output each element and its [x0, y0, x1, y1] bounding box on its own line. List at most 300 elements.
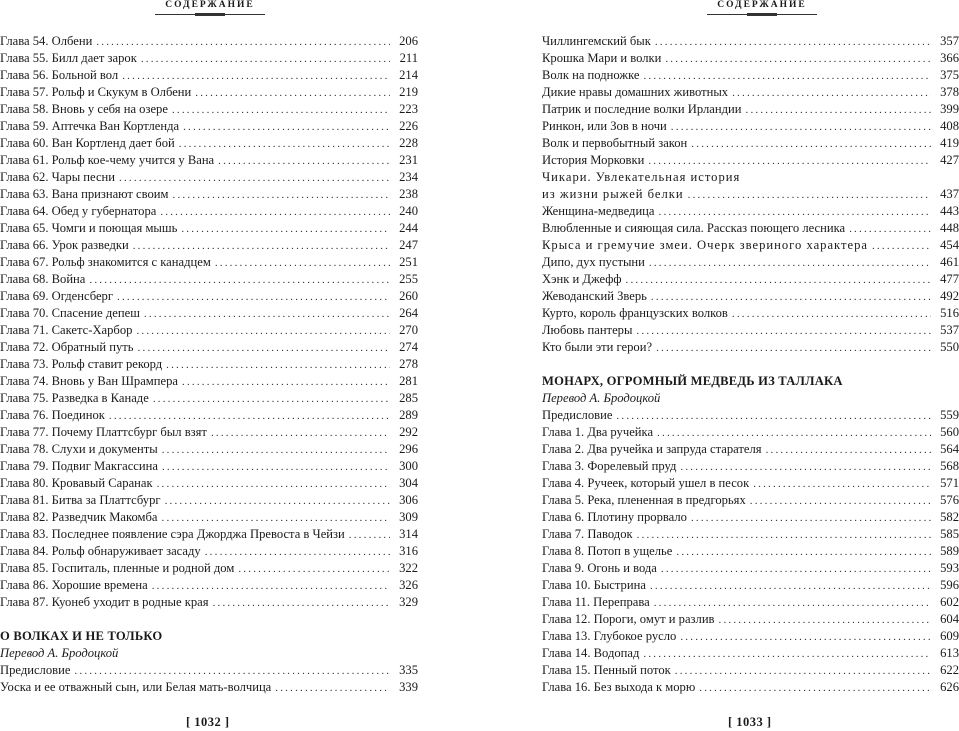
entry-title: Глава 58. Вновь у себя на озере	[0, 102, 168, 116]
dot-leader	[349, 527, 390, 543]
entry-title: Дикие нравы домашних животных	[542, 85, 729, 99]
dot-leader	[74, 663, 390, 679]
entry-page-number: 477	[940, 272, 959, 286]
toc-entry[interactable]	[542, 101, 959, 118]
dot-leader	[691, 510, 931, 526]
dot-leader	[162, 442, 390, 458]
entry-page-number: 596	[940, 578, 959, 592]
dot-leader	[119, 170, 390, 186]
entry-title: Глава 13. Глубокое русло	[542, 629, 677, 643]
dot-leader	[637, 527, 931, 543]
entry-page-number: 375	[940, 68, 959, 82]
toc-entry[interactable]	[0, 424, 418, 441]
entry-title: Глава 16. Без выхода к морю	[542, 680, 696, 694]
toc-entry[interactable]	[0, 152, 418, 169]
toc-entry[interactable]	[542, 577, 959, 594]
entry-title: Любовь пантеры	[542, 323, 633, 337]
toc-entry[interactable]	[0, 441, 418, 458]
entry-title: Волк на подножке	[542, 68, 640, 82]
entry-title: Глава 2. Два ручейка и запруда старателя	[542, 442, 762, 456]
entry-page-number: 571	[940, 476, 959, 490]
toc-entry[interactable]	[0, 186, 418, 203]
entry-page-number: 309	[399, 510, 418, 524]
entry-page-number: 274	[399, 340, 418, 354]
entry-title: Глава 55. Билл дает зарок	[0, 51, 137, 65]
entry-page-number: 304	[399, 476, 418, 490]
dot-leader	[719, 612, 932, 628]
entry-page-number: 206	[399, 34, 418, 48]
entry-page-number: 223	[399, 102, 418, 116]
dot-leader	[659, 204, 931, 220]
dot-leader	[732, 85, 931, 101]
entry-title: Глава 68. Война	[0, 272, 86, 286]
toc-entry[interactable]	[542, 560, 959, 577]
entry-page-number: 231	[399, 153, 418, 167]
entry-page-number: 622	[940, 663, 959, 677]
toc-entry[interactable]	[0, 577, 418, 594]
toc-entry[interactable]	[0, 475, 418, 492]
entry-page-number: 378	[940, 85, 959, 99]
entry-title: Глава 62. Чары песни	[0, 170, 116, 184]
toc-entry[interactable]	[542, 509, 959, 526]
entry-title: Глава 87. Куонеб уходит в родные края	[0, 595, 209, 609]
toc-entry[interactable]	[542, 543, 959, 560]
entry-page-number: 278	[399, 357, 418, 371]
toc-entry[interactable]	[542, 662, 959, 679]
entry-title: Глава 61. Рольф кое-чему учится у Вана	[0, 153, 215, 167]
entry-title: Патрик и последние волки Ирландии	[542, 102, 742, 116]
dot-leader	[195, 85, 390, 101]
toc-entry[interactable]	[0, 560, 418, 577]
entry-title: Глава 70. Спасение депеш	[0, 306, 140, 320]
dot-leader	[96, 34, 390, 50]
entry-title: Глава 10. Быстрина	[542, 578, 646, 592]
dot-leader	[181, 221, 390, 237]
toc-entry[interactable]	[0, 509, 418, 526]
dot-leader	[117, 289, 390, 305]
toc-entry[interactable]	[0, 288, 418, 305]
entry-title: Влюбленные и сияющая сила. Рассказ поющего лесника	[542, 221, 846, 235]
toc-entry[interactable]	[0, 50, 418, 67]
entry-title: Глава 6. Плотину прорвало	[542, 510, 687, 524]
entry-page-number: 604	[940, 612, 959, 626]
toc-entry[interactable]	[542, 611, 959, 628]
entry-page-number: 613	[940, 646, 959, 660]
toc-entry[interactable]	[0, 169, 418, 186]
dot-leader	[849, 221, 931, 237]
toc-entry[interactable]	[542, 645, 959, 662]
entry-page-number: 335	[399, 663, 418, 677]
entry-page-number: 300	[399, 459, 418, 473]
entry-page-number: 437	[940, 187, 959, 201]
entry-title-line1: Чикари. Увлекательная история	[542, 170, 741, 184]
toc-entry[interactable]	[0, 339, 418, 356]
entry-page-number: 292	[399, 425, 418, 439]
entry-page-number: 560	[940, 425, 959, 439]
dot-leader	[680, 459, 931, 475]
toc-entry[interactable]	[542, 322, 959, 339]
entry-title: Глава 76. Поединок	[0, 408, 105, 422]
entry-page-number: 339	[399, 680, 418, 694]
entry-page-number: 550	[940, 340, 959, 354]
entry-title: Глава 12. Пороги, омут и разлив	[542, 612, 715, 626]
toc-entry[interactable]	[542, 50, 959, 67]
entry-page-number: 516	[940, 306, 959, 320]
entry-title: Глава 72. Обратный путь	[0, 340, 134, 354]
toc-entry[interactable]	[542, 67, 959, 84]
entry-title: Глава 86. Хорошие времена	[0, 578, 148, 592]
entry-title: Глава 73. Рольф ставит рекорд	[0, 357, 163, 371]
running-header-text: СОДЕРЖАНИЕ	[165, 0, 255, 10]
toc-entry[interactable]	[0, 101, 418, 118]
toc-entry[interactable]	[542, 628, 959, 645]
entry-title: Глава 80. Кровавый Саранак	[0, 476, 153, 490]
entry-title: Предисловие	[542, 408, 613, 422]
dot-leader	[656, 340, 931, 356]
toc-entry[interactable]	[542, 203, 959, 220]
entry-title: Глава 59. Аптечка Ван Кортленда	[0, 119, 180, 133]
toc-entry[interactable]	[0, 135, 418, 152]
dot-leader	[133, 238, 390, 254]
entry-title: Дипо, дух пустыни	[542, 255, 645, 269]
dot-leader	[153, 391, 390, 407]
toc-entry[interactable]	[0, 390, 418, 407]
entry-page-number: 329	[399, 595, 418, 609]
toc-entry[interactable]	[542, 492, 959, 509]
dot-leader	[182, 374, 390, 390]
dot-leader	[753, 476, 931, 492]
dot-leader	[680, 629, 931, 645]
toc-entry[interactable]	[0, 662, 418, 679]
entry-page-number: 366	[940, 51, 959, 65]
dot-leader	[676, 544, 931, 560]
entry-page-number: 585	[940, 527, 959, 541]
toc-entry[interactable]	[0, 322, 418, 339]
running-header	[692, 0, 832, 18]
dot-leader	[205, 544, 390, 560]
table-of-contents	[542, 33, 959, 696]
entry-title: Глава 69. Огденсберг	[0, 289, 114, 303]
toc-entry[interactable]	[0, 305, 418, 322]
entry-title: Глава 14. Водопад	[542, 646, 640, 660]
dot-leader	[211, 425, 390, 441]
dot-leader	[750, 493, 931, 509]
entry-page-number: 564	[940, 442, 959, 456]
entry-page-number: 289	[399, 408, 418, 422]
entry-title: Глава 81. Битва за Платтсбург	[0, 493, 161, 507]
entry-page-number: 427	[940, 153, 959, 167]
toc-entry[interactable]	[542, 526, 959, 543]
entry-page-number: 593	[940, 561, 959, 575]
entry-title: Кто были эти герои?	[542, 340, 653, 354]
toc-entry[interactable]	[542, 118, 959, 135]
dot-leader	[655, 34, 931, 50]
entry-page-number: 247	[399, 238, 418, 252]
entry-page-number: 443	[940, 204, 959, 218]
entry-title: Глава 3. Форелевый пруд	[542, 459, 677, 473]
entry-page-number: 234	[399, 170, 418, 184]
entry-title: Крыса и гремучие змеи. Очерк звериного характера	[542, 238, 868, 252]
entry-page-number: 568	[940, 459, 959, 473]
dot-leader	[872, 238, 931, 254]
entry-page-number: 589	[940, 544, 959, 558]
toc-entry[interactable]	[542, 169, 959, 203]
dot-leader	[89, 272, 390, 288]
entry-title: Глава 67. Рольф знакомится с канадцем	[0, 255, 211, 269]
entry-title: Ринкон, или Зов в ночи	[542, 119, 667, 133]
entry-page-number: 238	[399, 187, 418, 201]
entry-page-number: 357	[940, 34, 959, 48]
dot-leader	[643, 646, 931, 662]
toc-entry[interactable]	[542, 458, 959, 475]
dot-leader	[172, 102, 390, 118]
dot-leader	[136, 323, 390, 339]
dot-leader	[215, 255, 390, 271]
toc-entry[interactable]	[0, 220, 418, 237]
dot-leader	[746, 102, 932, 118]
entry-page-number: 582	[940, 510, 959, 524]
dot-leader	[109, 408, 390, 424]
dot-leader	[183, 119, 390, 135]
toc-entry[interactable]	[542, 288, 959, 305]
entry-title: Жеводанский Зверь	[542, 289, 647, 303]
dot-leader	[648, 153, 931, 169]
entry-page-number: 609	[940, 629, 959, 643]
entry-page-number: 240	[399, 204, 418, 218]
dot-leader	[691, 136, 931, 152]
page-number: [ 1032 ]	[186, 715, 230, 729]
section-translator: Перевод А. Бродоцкой	[0, 646, 119, 660]
dot-leader	[732, 306, 931, 322]
entry-page-number: 537	[940, 323, 959, 337]
entry-title: Глава 71. Сакетс-Харбор	[0, 323, 133, 337]
entry-page-number: 559	[940, 408, 959, 422]
toc-entry[interactable]	[0, 84, 418, 101]
entry-title: Чиллингемский бык	[542, 34, 651, 48]
running-header-text: СОДЕРЖАНИЕ	[717, 0, 807, 10]
dot-leader	[665, 51, 931, 67]
entry-page-number: 211	[399, 51, 418, 65]
entry-title: Глава 11. Переправа	[542, 595, 650, 609]
toc-entry[interactable]	[0, 271, 418, 288]
entry-title: Глава 66. Урок разведки	[0, 238, 129, 252]
page-number: [ 1033 ]	[728, 715, 772, 729]
entry-page-number: 264	[399, 306, 418, 320]
dot-leader	[661, 561, 931, 577]
dot-leader	[122, 68, 390, 84]
dot-leader	[162, 459, 390, 475]
entry-title: Глава 5. Река, плененная в предгорьях	[542, 493, 746, 507]
entry-page-number: 399	[940, 102, 959, 116]
dot-leader	[766, 442, 931, 458]
entry-title: Глава 54. Олбени	[0, 34, 93, 48]
entry-title: Глава 82. Разведчик Макомба	[0, 510, 158, 524]
toc-entry[interactable]	[0, 543, 418, 560]
toc-entry[interactable]	[542, 152, 959, 169]
dot-leader	[657, 425, 931, 441]
entry-title: Глава 60. Ван Кортленд дает бой	[0, 136, 175, 150]
toc-entry[interactable]	[0, 237, 418, 254]
entry-title: Курто, король французских волков	[542, 306, 728, 320]
dot-leader	[179, 136, 390, 152]
entry-page-number: 285	[399, 391, 418, 405]
section-title: МОНАРХ, ОГРОМНЫЙ МЕДВЕДЬ ИЗ ТАЛЛАКА	[542, 374, 843, 388]
toc-entry[interactable]	[542, 135, 959, 152]
entry-title: Глава 4. Ручеек, который ушел в песок	[542, 476, 750, 490]
entry-page-number: 408	[940, 119, 959, 133]
toc-entry[interactable]	[542, 594, 959, 611]
entry-title: Глава 78. Слухи и документы	[0, 442, 158, 456]
dot-leader	[152, 578, 390, 594]
entry-page-number: 454	[940, 238, 959, 252]
entry-title: Глава 64. Обед у губернатора	[0, 204, 157, 218]
toc-entry[interactable]	[0, 67, 418, 84]
toc-entry[interactable]	[0, 526, 418, 543]
entry-page-number: 448	[940, 221, 959, 235]
dot-leader	[138, 340, 390, 356]
dot-leader	[213, 595, 390, 611]
dot-leader	[218, 153, 390, 169]
dot-leader	[654, 595, 931, 611]
dot-leader	[636, 323, 931, 339]
entry-title: Глава 79. Подвиг Макгассина	[0, 459, 158, 473]
entry-title: Волк и первобытный закон	[542, 136, 688, 150]
toc-entry[interactable]	[0, 679, 418, 696]
entry-title: Глава 65. Чомги и поющая мышь	[0, 221, 178, 235]
entry-title: Глава 77. Почему Платтсбург был взят	[0, 425, 207, 439]
entry-page-number: 314	[399, 527, 418, 541]
entry-page-number: 316	[399, 544, 418, 558]
entry-page-number: 326	[399, 578, 418, 592]
entry-page-number: 244	[399, 221, 418, 235]
dot-leader	[626, 272, 931, 288]
entry-title: Глава 57. Рольф и Скукум в Олбени	[0, 85, 192, 99]
entry-page-number: 602	[940, 595, 959, 609]
section-translator: Перевод А. Бродоцкой	[542, 391, 661, 405]
toc-entry[interactable]	[542, 237, 959, 254]
header-ornament	[707, 14, 817, 15]
entry-title: Женщина-медведица	[542, 204, 655, 218]
entry-title-line2: из жизни рыжей белки	[542, 187, 684, 201]
toc-entry[interactable]	[0, 407, 418, 424]
entry-page-number: 251	[399, 255, 418, 269]
entry-page-number: 322	[399, 561, 418, 575]
dot-leader	[141, 51, 390, 67]
entry-page-number: 461	[940, 255, 959, 269]
toc-entry[interactable]	[542, 407, 959, 424]
dot-leader	[643, 68, 931, 84]
toc-entry[interactable]	[0, 594, 418, 611]
dot-leader	[651, 289, 931, 305]
entry-title: Глава 7. Паводок	[542, 527, 633, 541]
header-ornament	[155, 14, 265, 15]
running-header	[140, 0, 280, 18]
dot-leader	[166, 357, 390, 373]
toc-entry[interactable]	[542, 305, 959, 322]
entry-page-number: 270	[399, 323, 418, 337]
entry-title: Глава 9. Огонь и вода	[542, 561, 657, 575]
entry-page-number: 306	[399, 493, 418, 507]
dot-leader	[165, 493, 390, 509]
toc-entry[interactable]	[0, 492, 418, 509]
toc-entry[interactable]	[542, 220, 959, 237]
dot-leader	[157, 476, 390, 492]
toc-entry[interactable]	[0, 203, 418, 220]
entry-title: Глава 85. Госпиталь, пленные и родной дом	[0, 561, 235, 575]
toc-entry[interactable]	[0, 254, 418, 271]
toc-entry[interactable]	[0, 373, 418, 390]
toc-entry[interactable]	[542, 339, 959, 356]
entry-title: Глава 63. Вана признают своим	[0, 187, 169, 201]
entry-title: Глава 56. Больной вол	[0, 68, 119, 82]
entry-page-number: 281	[399, 374, 418, 388]
entry-page-number: 576	[940, 493, 959, 507]
entry-page-number: 419	[940, 136, 959, 150]
toc-entry[interactable]	[542, 254, 959, 271]
entry-title: Глава 15. Пенный поток	[542, 663, 671, 677]
entry-page-number: 214	[399, 68, 418, 82]
dot-leader	[699, 680, 931, 696]
toc-entry[interactable]	[542, 424, 959, 441]
entry-title: Глава 8. Потоп в ущелье	[542, 544, 673, 558]
toc-entry[interactable]	[542, 679, 959, 696]
dot-leader	[650, 578, 931, 594]
table-of-contents	[0, 33, 418, 696]
entry-page-number: 219	[399, 85, 418, 99]
entry-page-number: 296	[399, 442, 418, 456]
entry-title: Глава 84. Рольф обнаруживает засаду	[0, 544, 201, 558]
toc-entry[interactable]	[542, 84, 959, 101]
toc-entry[interactable]	[0, 118, 418, 135]
toc-entry[interactable]	[542, 33, 959, 50]
dot-leader	[238, 561, 390, 577]
entry-title: Глава 74. Вновь у Ван Шрампера	[0, 374, 178, 388]
section-title: О ВОЛКАХ И НЕ ТОЛЬКО	[0, 629, 163, 643]
entry-title: Глава 75. Разведка в Канаде	[0, 391, 149, 405]
toc-entry[interactable]	[0, 33, 418, 50]
entry-title: Уоска и ее отважный сын, или Белая мать-волчица	[0, 680, 272, 694]
dot-leader	[144, 306, 390, 322]
entry-title: Крошка Мари и волки	[542, 51, 662, 65]
entry-page-number: 255	[399, 272, 418, 286]
dot-leader	[162, 510, 390, 526]
dot-leader	[675, 663, 931, 679]
dot-leader	[160, 204, 390, 220]
dot-leader	[671, 119, 931, 135]
entry-title: История Морковки	[542, 153, 645, 167]
entry-page-number: 260	[399, 289, 418, 303]
entry-page-number: 626	[940, 680, 959, 694]
dot-leader	[275, 680, 390, 696]
dot-leader	[649, 255, 931, 271]
toc-entry[interactable]	[542, 441, 959, 458]
dot-leader	[688, 187, 931, 203]
toc-entry[interactable]	[0, 458, 418, 475]
toc-entry[interactable]	[542, 271, 959, 288]
entry-title: Хэнк и Джефф	[542, 272, 622, 286]
entry-title: Глава 1. Два ручейка	[542, 425, 654, 439]
dot-leader	[173, 187, 390, 203]
entry-page-number: 492	[940, 289, 959, 303]
entry-title-line2-row	[542, 186, 959, 203]
toc-entry[interactable]	[542, 475, 959, 492]
entry-title: Предисловие	[0, 663, 71, 677]
entry-page-number: 226	[399, 119, 418, 133]
toc-entry[interactable]	[0, 356, 418, 373]
entry-page-number: 228	[399, 136, 418, 150]
entry-title: Глава 83. Последнее появление сэра Джорджа Превоста в Чейзи	[0, 527, 345, 541]
dot-leader	[616, 408, 931, 424]
